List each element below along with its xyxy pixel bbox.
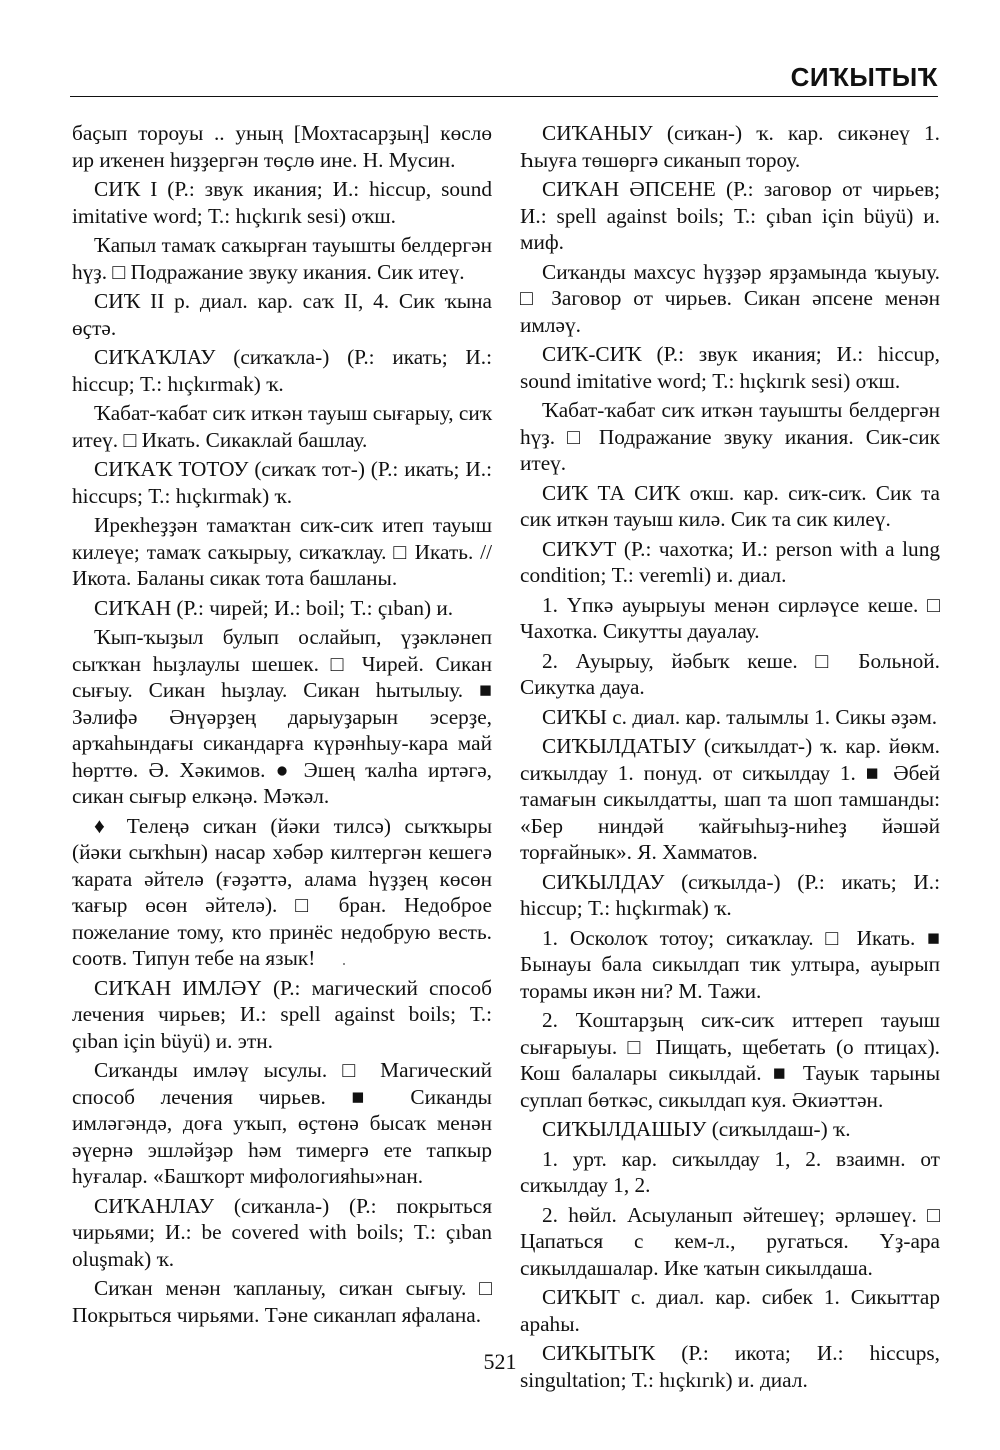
entry-paragraph: 1. Үпкә ауырыуы менән сирләүсе кеше. □ Чахотка. Сикутты дауалау. bbox=[520, 592, 940, 643]
entry-paragraph: Ҡабат-ҡабат сиҡ иткән тауыш сығарыу, сиҡ итеү. □ Икать. Сикаклай башлау. bbox=[72, 401, 492, 452]
entry-paragraph: Ирекһеҙҙән тамаҡтан сиҡ-сиҡ итеп тауыш килеүе; тамаҡ саҡырыу, сиҡаҡлау. □ Икать. // Икота. Баланы сикак тота башланы. bbox=[72, 513, 492, 590]
entry-paragraph: Сиҡанды имләү ысулы. □ Магический способ лечения чирьев. ■ Сиканды имләгәндә, доға уҡып, өҫтөнә бысаҡ менән әүернә эшләйҙәр һәм тимергә ете тапкыр һуғалар. «Башҡорт мифологияһы»нан. bbox=[72, 1058, 492, 1188]
entry-paragraph: СИҠАНЫУ (сиҡан-) ҡ. кар. сикәнеү 1. Һыуға төшөргә сиканып тороу. bbox=[520, 121, 940, 172]
entry-paragraph: ♦ Телеңә сиҡан (йәки тилсә) сыҡҡыры (йәки сыҡһын) насар хәбәр килтергән кешегә ҡарата әйтелә (ғәҙәттә, алама һүҙҙең көсөн ҡағыр өсөн әйтелә). □ бран. Недоброе пожелание тому, кто принёс недобрую весть. соотв. Типун тебе на язык! bbox=[72, 813, 492, 970]
entry-paragraph: СИҠ I (Р.: звук икания; И.: hiccup, sound imitative word; Т.: hıçkırık sesi) оҡш. bbox=[72, 177, 492, 228]
entry-paragraph: СИҠЫТ с. диал. кар. сибек 1. Сикыттар араһы. bbox=[520, 1285, 940, 1336]
entry-paragraph: баҫып тороуы .. уның [Мохтасарҙың] көслө ир иҡенен һиҙҙергән төҫлө ине. Н. Мусин. bbox=[72, 121, 492, 172]
entry-paragraph: СИҠАН ӘПСЕНЕ (Р.: заговор от чирьев; И.: spell against boils; Т.: çıban için büyü) и. миф. bbox=[520, 177, 940, 254]
left-column bbox=[72, 120, 492, 1331]
entry-paragraph: СИҠ-СИҠ (Р.: звук икания; И.: hiccup, sound imitative word; Т.: hıçkırık sesi) оҡш. bbox=[520, 342, 940, 393]
entry-paragraph: Ҡып-ҡыҙыл булып ослайып, үҙәкләнеп сыҡҡан һыҙлаулы шешек. □ Чирей. Сикан сығыу. Сикан һыҙлау. Сикан һытылыу. ■ Зәлифә Әнүәрҙең дарыуҙарын эсерҙе, арҡаһындағы сикандарға күрәнһыу-кара май һөрттө. Ә. Хәкимов. ● Эшең ҡалһа иртәгә, сикан сығыр елкәңә. Мәҡәл. bbox=[72, 625, 492, 808]
entry-paragraph: СИҠ II р. диал. кар. саҡ II, 4. Сик ҡына өҫтә. bbox=[72, 289, 492, 340]
scan-speck bbox=[343, 963, 345, 965]
entry-paragraph: СИҠ ТА СИҠ оҡш. кар. сиҡ-сиҡ. Сик та сик иткән тауыш килә. Сик та сик килеү. bbox=[520, 480, 940, 531]
entry-paragraph: СИҠЫТЫҠ (Р.: икота; И.: hiccups, singultation; Т.: hıçkırık) и. диал. bbox=[520, 1341, 940, 1392]
entry-paragraph: 1. Осколоҡ тотоу; сиҡаҡлау. □ Икать. ■ Бынауы бала сикылдап тик ултыра, ауырып торамы икән ни? М. Тажи. bbox=[520, 925, 940, 1003]
entry-paragraph: Ҡабат-ҡабат сиҡ иткән тауышты белдергән һүҙ. □ Подражание звуку икания. Сик-сик итеү. bbox=[520, 398, 940, 475]
entry-paragraph: СИҠАНЛАУ (сиҡанла-) (Р.: покрыться чирьями; И.: be covered with boils; Т.: çıban oluşmak) ҡ. bbox=[72, 1193, 492, 1271]
entry-paragraph: СИҠЫЛДАТЫУ (сиҡылдат-) ҡ. кар. йөкм. сиҡылдау 1. понуд. от сиҡылдау 1. ■ Әбей тамағын сикылдатты, шап та шоп тамшанды: «Бер ниндәй ҡайғыһыҙ-ниһеҙ йәшәй торғайнык». Я. Хамматов. bbox=[520, 734, 940, 864]
entry-paragraph: СИҠАН ИМЛӘҮ (Р.: магический способ лечения чирьев; И.: spell against boils; Т.: çıban için büyü) и. этн. bbox=[72, 975, 492, 1053]
entry-paragraph: 2. Ауырыу, йәбыҡ кеше. □ Больной. Сикутка дауа. bbox=[520, 648, 940, 699]
entry-paragraph: СИҠАҠЛАУ (сиҡаҡла-) (Р.: икать; И.: hiccup; Т.: hıçkırmak) ҡ. bbox=[72, 345, 492, 396]
page-header bbox=[70, 60, 938, 97]
entry-paragraph: СИҠЫ с. диал. кар. талымлы 1. Сикы әҙәм. bbox=[542, 704, 938, 729]
entry-paragraph: 1. урт. кар. сиҡылдау 1, 2. взаимн. от сиҡылдау 1, 2. bbox=[520, 1146, 940, 1197]
running-head: СИҠЫТЫҠ bbox=[790, 62, 938, 92]
entry-paragraph: Сиҡанды махсус һүҙҙәр ярҙамында ҡыуыу. □ Заговор от чирьев. Сикан әпсене менән имләү. bbox=[520, 259, 940, 337]
page-number: 521 bbox=[483, 1349, 517, 1374]
entry-paragraph: СИҠЫЛДАУ (сиҡылда-) (Р.: икать; И.: hiccup; Т.: hıçkırmak) ҡ. bbox=[520, 869, 940, 920]
entry-paragraph: СИҠАН (Р.: чирей; И.: boil; Т.: çıban) и. bbox=[94, 595, 454, 620]
entry-paragraph: Сиҡан менән ҡапланыу, сиҡан сығыу. □ Покрыться чирьями. Тәне сиканлап яфалана. bbox=[72, 1276, 492, 1327]
entry-paragraph: Ҡапыл тамаҡ саҡырған тауышты белдергән һүҙ. □ Подражание звуку икания. Сик итеү. bbox=[72, 233, 492, 284]
entry-paragraph: СИҠЫЛДАШЫУ (сиҡылдаш-) ҡ. bbox=[542, 1117, 851, 1141]
right-column bbox=[520, 120, 940, 1396]
entry-paragraph: СИҠУТ (Р.: чахотка; И.: person with a lung condition; Т.: veremli) и. диал. bbox=[520, 536, 940, 587]
entry-paragraph: 2. һөйл. Асыуланып әйтешеү; әрләшеү. □ Цапаться с кем-л., ругаться. Үҙ-ара сикылдашалар. Ике ҡатын сикылдаша. bbox=[520, 1202, 940, 1280]
entry-paragraph: 2. Ҡоштарҙың сиҡ-сиҡ иттереп тауыш сығарыуы. □ Пищать, щебетать (о птицах). Кош балалары сикылдай. ■ Тауык тарыны суплап бөткәс, сикылдап куя. Әкиәттән. bbox=[520, 1008, 940, 1112]
entry-paragraph: СИҠАҠ ТОТОУ (сиҡаҡ тот-) (Р.: икать; И.: hiccups; Т.: hıçkırmak) ҡ. bbox=[72, 457, 492, 508]
